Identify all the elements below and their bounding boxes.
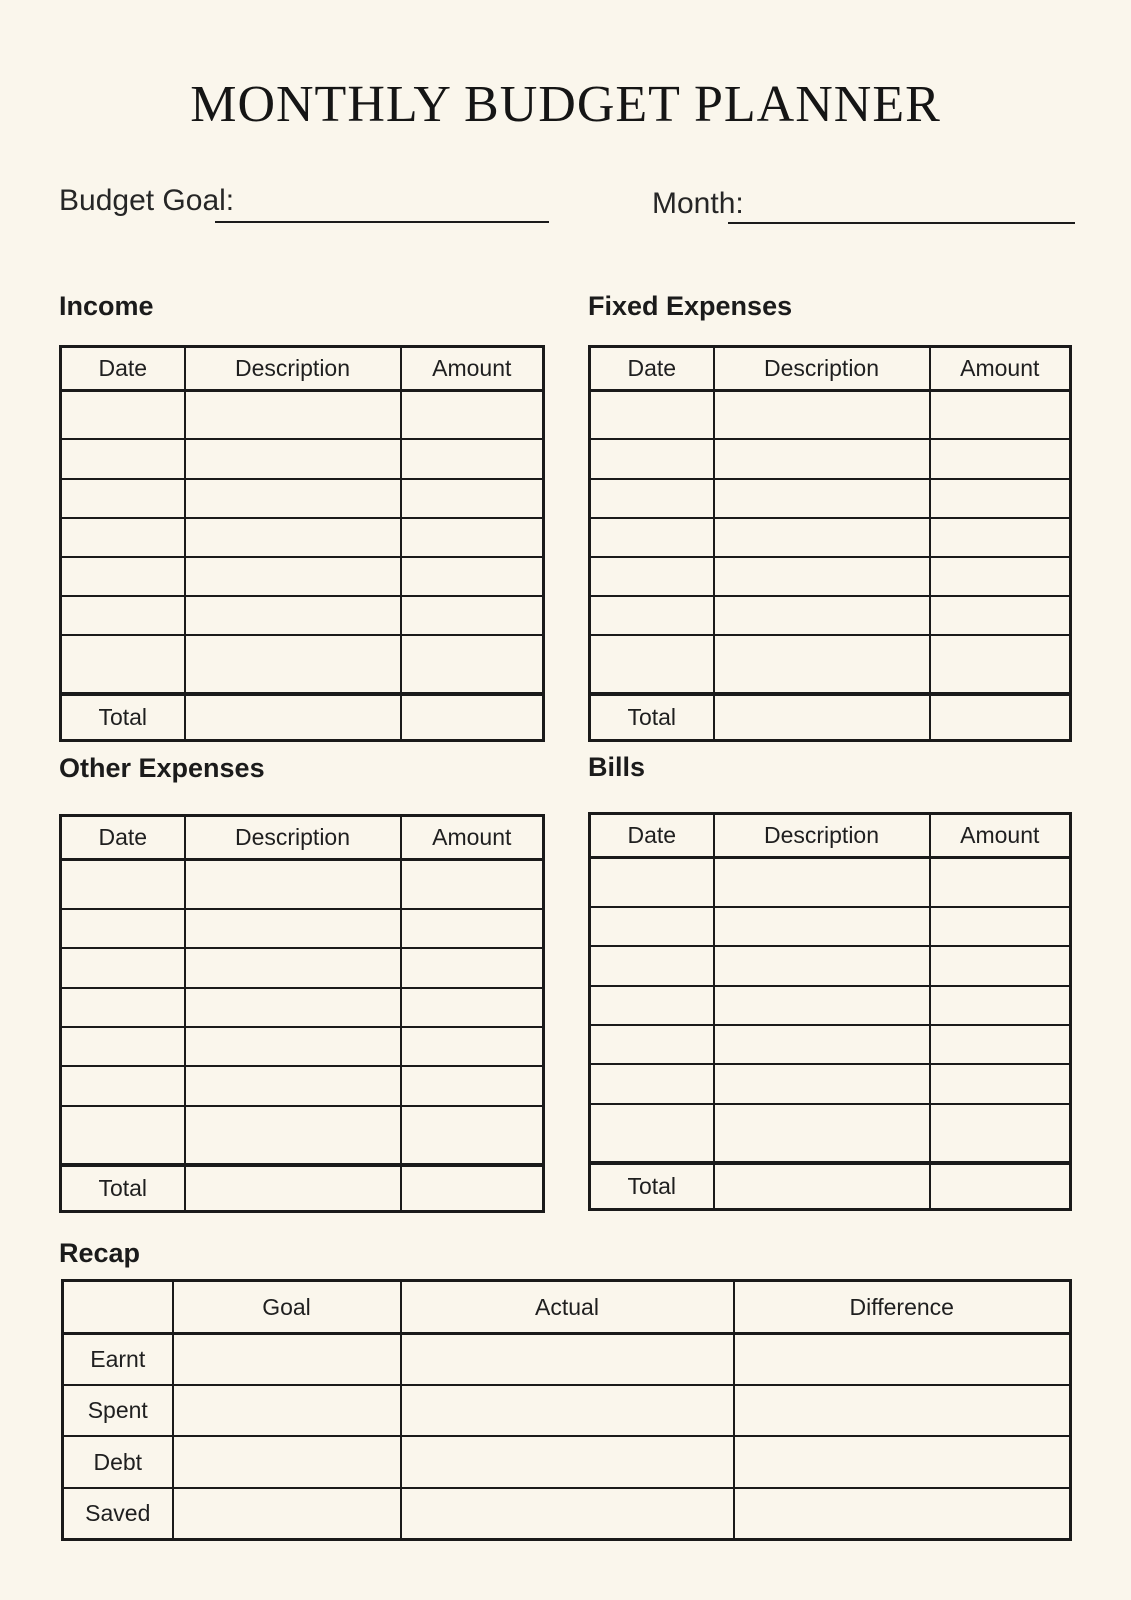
recap-saved-difference-cell[interactable] [734,1488,1071,1540]
bills-date-cell[interactable] [590,1104,714,1163]
other-expenses-total-amount-cell[interactable] [401,1165,544,1212]
fixed-expenses-empty-row [590,635,1071,694]
recap-label-earnt: Earnt [63,1334,173,1386]
other-expenses-empty-row [61,1066,544,1105]
fixed-expenses-date-cell[interactable] [590,557,714,596]
other-expenses-description-cell[interactable] [185,1066,401,1105]
other-expenses-amount-cell[interactable] [401,1027,544,1066]
fixed-expenses-date-cell[interactable] [590,518,714,557]
other-expenses-amount-cell[interactable] [401,909,544,948]
other-expenses-description-cell[interactable] [185,1106,401,1165]
recap-saved-actual-cell[interactable] [401,1488,734,1540]
fixed-expenses-table [588,345,1072,742]
income-date-cell[interactable] [61,439,185,478]
other-expenses-description-cell[interactable] [185,988,401,1027]
bills-empty-row [590,858,1071,907]
other-expenses-table [59,814,545,1213]
fixed-expenses-date-cell[interactable] [590,391,714,440]
bills-empty-row [590,1025,1071,1064]
bills-amount-cell[interactable] [930,858,1071,907]
other-expenses-description-cell[interactable] [185,1027,401,1066]
other-expenses-empty-row [61,909,544,948]
bills-description-cell[interactable] [714,1064,930,1103]
fixed-expenses-empty-row [590,479,1071,518]
recap-debt-difference-cell[interactable] [734,1436,1071,1487]
other-expenses-empty-row [61,948,544,987]
other-expenses-empty-row [61,1027,544,1066]
fixed-expenses-empty-row [590,596,1071,635]
recap-debt-goal-cell[interactable] [173,1436,401,1487]
income-amount-cell[interactable] [401,635,544,694]
bills-table [588,812,1072,1211]
income-description-cell[interactable] [185,557,401,596]
recap-saved-goal-cell[interactable] [173,1488,401,1540]
income-col-date: Date [61,347,185,391]
bills-amount-cell[interactable] [930,907,1071,946]
bills-amount-cell[interactable] [930,986,1071,1025]
other-expenses-header-row [61,816,544,860]
bills-description-cell[interactable] [714,986,930,1025]
fixed-expenses-total-row [590,694,1071,741]
income-description-cell[interactable] [185,518,401,557]
recap-row-saved [63,1488,1071,1540]
other-expenses-total-label: Total [61,1165,185,1212]
other-expenses-col-date: Date [61,816,185,860]
other-expenses-description-cell[interactable] [185,909,401,948]
income-description-cell[interactable] [185,439,401,478]
income-date-cell[interactable] [61,391,185,440]
fixed-expenses-description-cell[interactable] [714,596,930,635]
bills-amount-cell[interactable] [930,1064,1071,1103]
fixed-expenses-description-cell[interactable] [714,635,930,694]
other-expenses-date-cell[interactable] [61,1066,185,1105]
other-expenses-date-cell[interactable] [61,1027,185,1066]
bills-date-cell[interactable] [590,946,714,985]
income-amount-cell[interactable] [401,391,544,440]
income-col-description: Description [185,347,401,391]
budget-goal-input-line[interactable] [215,221,549,223]
bills-description-cell[interactable] [714,946,930,985]
fixed-expenses-description-cell[interactable] [714,557,930,596]
other-expenses-empty-row [61,1106,544,1165]
income-description-cell[interactable] [185,635,401,694]
income-amount-cell[interactable] [401,439,544,478]
recap-col-goal: Goal [173,1281,401,1334]
bills-date-cell[interactable] [590,907,714,946]
recap-earnt-goal-cell[interactable] [173,1334,401,1386]
month-label: Month: [652,187,744,220]
income-date-cell[interactable] [61,596,185,635]
bills-total-amount-cell[interactable] [930,1163,1071,1210]
bills-empty-row [590,1064,1071,1103]
other-expenses-empty-row [61,988,544,1027]
month-input-line[interactable] [728,222,1075,224]
bills-date-cell[interactable] [590,858,714,907]
income-amount-cell[interactable] [401,596,544,635]
other-expenses-amount-cell[interactable] [401,860,544,909]
fixed-expenses-description-cell[interactable] [714,479,930,518]
income-total-label: Total [61,694,185,741]
fixed-expenses-col-date: Date [590,347,714,391]
recap-spent-difference-cell[interactable] [734,1385,1071,1436]
fixed-expenses-total-label: Total [590,694,714,741]
fixed-expenses-total-description-cell[interactable] [714,694,930,741]
budget-goal-label: Budget Goal: [59,184,235,217]
bills-description-cell[interactable] [714,858,930,907]
other-expenses-date-cell[interactable] [61,1106,185,1165]
income-table [59,345,545,742]
other-expenses-date-cell[interactable] [61,909,185,948]
income-amount-cell[interactable] [401,518,544,557]
fixed-expenses-section-heading: Fixed Expenses [588,291,793,321]
fixed-expenses-header-row [590,347,1071,391]
fixed-expenses-description-cell[interactable] [714,518,930,557]
income-total-amount-cell[interactable] [401,694,544,741]
income-col-amount: Amount [401,347,544,391]
fixed-expenses-amount-cell[interactable] [930,439,1071,478]
income-amount-cell[interactable] [401,557,544,596]
income-amount-cell[interactable] [401,479,544,518]
fixed-expenses-amount-cell[interactable] [930,391,1071,440]
other-expenses-col-description: Description [185,816,401,860]
fixed-expenses-amount-cell[interactable] [930,518,1071,557]
fixed-expenses-total-amount-cell[interactable] [930,694,1071,741]
other-expenses-amount-cell[interactable] [401,948,544,987]
recap-header-row [63,1281,1071,1334]
income-total-row [61,694,544,741]
other-expenses-date-cell[interactable] [61,948,185,987]
bills-amount-cell[interactable] [930,1104,1071,1163]
bills-col-description: Description [714,814,930,858]
other-expenses-amount-cell[interactable] [401,1066,544,1105]
recap-spent-goal-cell[interactable] [173,1385,401,1436]
fixed-expenses-description-cell[interactable] [714,439,930,478]
fixed-expenses-amount-cell[interactable] [930,557,1071,596]
income-empty-row [61,391,544,440]
recap-earnt-actual-cell[interactable] [401,1334,734,1386]
income-empty-row [61,439,544,478]
fixed-expenses-col-amount: Amount [930,347,1071,391]
other-expenses-date-cell[interactable] [61,860,185,909]
recap-row-earnt [63,1334,1071,1386]
page-title: MONTHLY BUDGET PLANNER [190,76,941,133]
bills-total-label: Total [590,1163,714,1210]
bills-col-amount: Amount [930,814,1071,858]
bills-date-cell[interactable] [590,986,714,1025]
income-description-cell[interactable] [185,596,401,635]
recap-debt-actual-cell[interactable] [401,1436,734,1487]
other-expenses-description-cell[interactable] [185,948,401,987]
income-date-cell[interactable] [61,557,185,596]
income-section-heading: Income [59,291,154,321]
income-description-cell[interactable] [185,479,401,518]
fixed-expenses-date-cell[interactable] [590,439,714,478]
bills-description-cell[interactable] [714,1104,930,1163]
bills-amount-cell[interactable] [930,1025,1071,1064]
other-expenses-total-row [61,1165,544,1212]
bills-col-date: Date [590,814,714,858]
fixed-expenses-date-cell[interactable] [590,596,714,635]
income-header-row [61,347,544,391]
fixed-expenses-amount-cell[interactable] [930,635,1071,694]
recap-label-saved: Saved [63,1488,173,1540]
bills-description-cell[interactable] [714,1025,930,1064]
recap-row-debt [63,1436,1071,1487]
recap-row-spent [63,1385,1071,1436]
other-expenses-empty-row [61,860,544,909]
fixed-expenses-empty-row [590,557,1071,596]
bills-total-description-cell[interactable] [714,1163,930,1210]
bills-date-cell[interactable] [590,1025,714,1064]
income-date-cell[interactable] [61,635,185,694]
other-expenses-col-amount: Amount [401,816,544,860]
income-total-description-cell[interactable] [185,694,401,741]
fixed-expenses-col-description: Description [714,347,930,391]
fixed-expenses-amount-cell[interactable] [930,596,1071,635]
fixed-expenses-date-cell[interactable] [590,479,714,518]
income-empty-row [61,557,544,596]
recap-section-heading: Recap [59,1238,141,1268]
recap-col-actual: Actual [401,1281,734,1334]
recap-corner-cell [63,1281,173,1334]
bills-section-heading: Bills [588,752,646,782]
recap-label-spent: Spent [63,1385,173,1436]
bills-total-row [590,1163,1071,1210]
fixed-expenses-date-cell[interactable] [590,635,714,694]
income-description-cell[interactable] [185,391,401,440]
other-expenses-section-heading: Other Expenses [59,753,265,783]
recap-col-difference: Difference [734,1281,1071,1334]
fixed-expenses-empty-row [590,518,1071,557]
other-expenses-amount-cell[interactable] [401,988,544,1027]
other-expenses-description-cell[interactable] [185,860,401,909]
income-date-cell[interactable] [61,518,185,557]
bills-header-row [590,814,1071,858]
recap-table [61,1279,1072,1541]
income-date-cell[interactable] [61,479,185,518]
bills-empty-row [590,1104,1071,1163]
fixed-expenses-amount-cell[interactable] [930,479,1071,518]
other-expenses-amount-cell[interactable] [401,1106,544,1165]
fixed-expenses-description-cell[interactable] [714,391,930,440]
bills-empty-row [590,946,1071,985]
bills-description-cell[interactable] [714,907,930,946]
fixed-expenses-empty-row [590,391,1071,440]
bills-empty-row [590,986,1071,1025]
recap-spent-actual-cell[interactable] [401,1385,734,1436]
bills-date-cell[interactable] [590,1064,714,1103]
income-empty-row [61,479,544,518]
income-empty-row [61,596,544,635]
bills-amount-cell[interactable] [930,946,1071,985]
recap-label-debt: Debt [63,1436,173,1487]
fixed-expenses-empty-row [590,439,1071,478]
other-expenses-total-description-cell[interactable] [185,1165,401,1212]
recap-earnt-difference-cell[interactable] [734,1334,1071,1386]
income-empty-row [61,635,544,694]
income-empty-row [61,518,544,557]
other-expenses-date-cell[interactable] [61,988,185,1027]
bills-empty-row [590,907,1071,946]
